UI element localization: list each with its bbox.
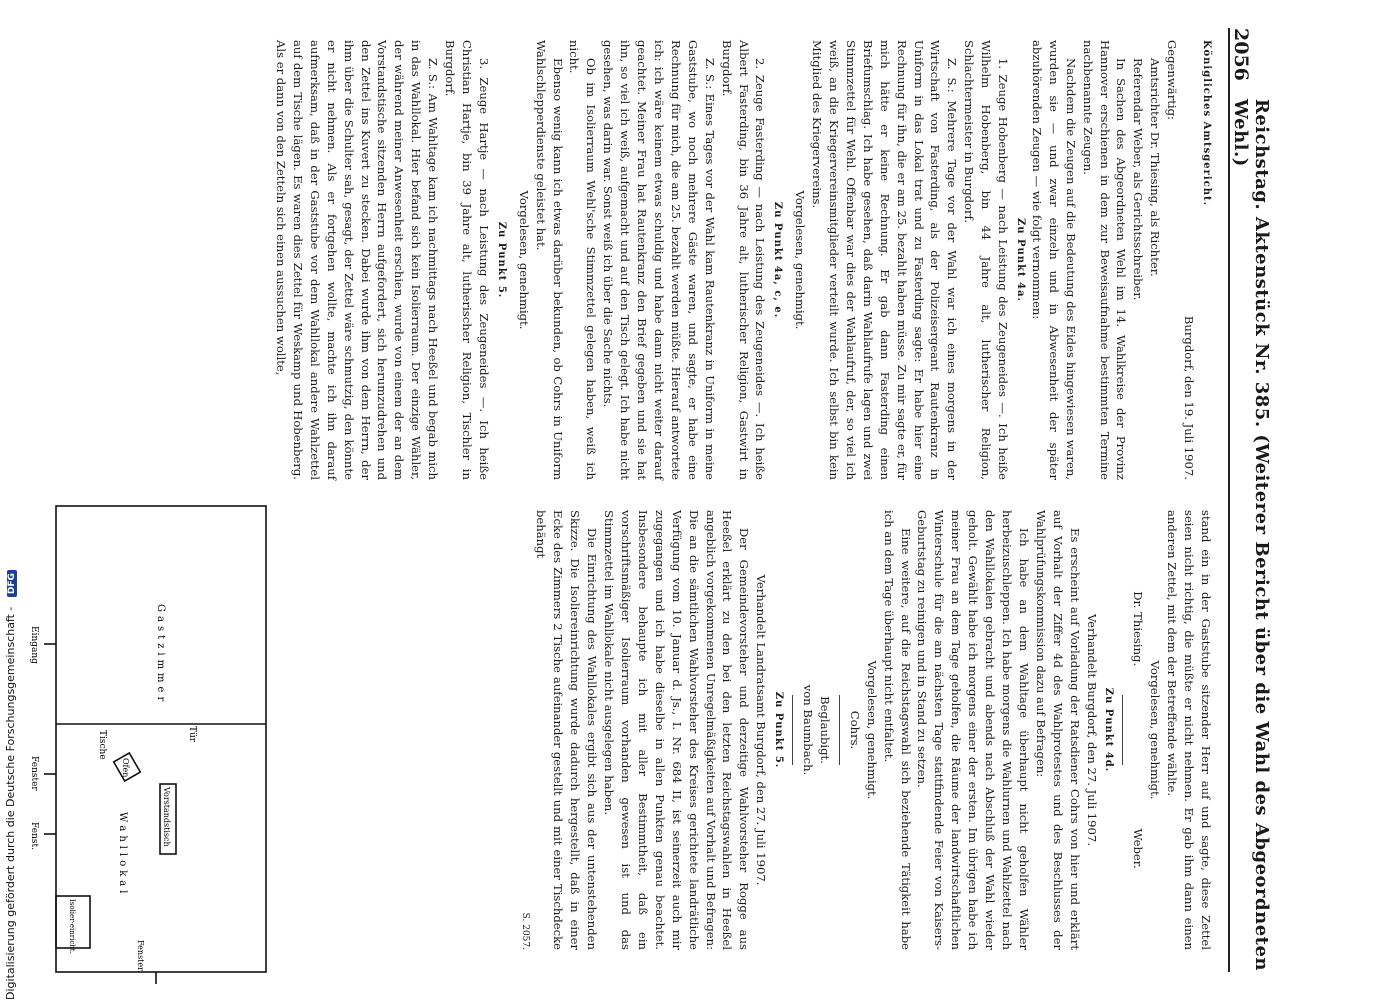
- section-heading: Zu Punkt 4a.: [1015, 217, 1027, 303]
- intro-paragraph: In Sachen des Abgeordneten Wehl im 14. Wahlkreise der Provinz Hannover erschienen in dem zur Beweisaufnahme bestimmten Termine nachbenannte Zeugen.: [1080, 40, 1129, 480]
- signature-baumbach: von Baumbach.: [801, 684, 816, 776]
- side-strip: [0, 0, 24, 1000]
- read-approved: Vorgelesen, genehmigt.: [793, 190, 808, 330]
- separator-rule: [792, 695, 793, 765]
- label-window-2: Fenst.: [29, 822, 39, 850]
- court-heading: Königliches Amtsgericht.: [1201, 40, 1212, 207]
- label-window-1: Fenster: [29, 756, 39, 791]
- signature-cohrs: Cohrs.: [847, 710, 862, 750]
- label-door: Tür: [187, 726, 197, 743]
- section-heading: Zu Punkt 5.: [495, 221, 507, 299]
- statement-paragraph: Die Einrichtung des Wahllokales ergibt sich aus der untenstehenden Skizze. Die Isoliereinrichtung wurde dadurch hergestellt, daß in einer Ecke des Zimmers 2 Tische aufeinander gestellt und mit einer Tischdecke behängt: [534, 510, 600, 950]
- continued-statement: stand ein in der Gaststube sitzender Herr auf und sagte, diese Zettel seien nicht richtig, die müßte er nicht nehmen. Er gab ihm dann einen anderen Zettel, mit dem der Betreffende wählte.: [1165, 510, 1213, 950]
- present-clerk: Referendar Weber, als Gerichtsschreiber.: [1131, 58, 1146, 301]
- witness-intro: 2. Zeuge Fasterding — nach Leistung des Zeugeneides —. Ich heiße Albert Fasterding, bin 36 Jahre alt, lutherischer Religion, Gastwirt in Burgdorf.: [719, 40, 768, 480]
- statement-paragraph: Es erscheint auf Vorladung der Ratsdiener Cohrs von hier und erklärt auf Vorhalt der Ziffer 4d des Wahlprotestes und des Beschlusses der Wahlprüfungskommission dazu auf Befragen:: [1033, 510, 1082, 950]
- label-room-1: Gastzimmer: [155, 604, 166, 706]
- page-header: [1228, 28, 1272, 972]
- witness-statement: Ob im Isolierraum Wehl'sche Stimmzettel gelegen haben, weiß ich nicht.: [567, 40, 599, 480]
- statement-paragraph: Ich habe an dem Wahltage überhaupt nicht geholfen Wähler herbeizuschleppen. Ich habe morgens die Wahlurnen und Wahlzettel nach den Wahllokalen gebracht und abends nach Abschluß der Wahl wieder geholt. Gewählt habe ich morgens einer der ersten. Im übrigen habe ich meiner Frau an dem Tage geholfen, die Räume der landwirtschaftlichen Winterschule für die am nächsten Tage stattfindende Feier von Kaisers-Geburtstag zu reinigen und in Stand zu setzen.: [915, 510, 1031, 950]
- witness-intro: 3. Zeuge Hartje — nach Leistung des Zeugeneides —. Ich heiße Christian Hartje, bin 39 Jahre alt, lutherischer Religion, Tischler in Burgdorf.: [443, 40, 491, 480]
- label-isolation: Isolier-einricht.: [68, 899, 76, 954]
- place-date: Verhandelt Landratsamt Burgdorf, den 27. Juli 1907.: [754, 574, 769, 886]
- witness-intro: 1. Zeuge Hobenberg — nach Leistung des Zeugeneides —. Ich heiße Wilhelm Hobenberg, bin 44 Jahre alt, lutherischer Religion, Schlachtermeister in Burgdorf.: [962, 40, 1011, 480]
- witness-statement: Ebenso wenig kann ich etwas darüber bekunden, ob Cohrs in Uniform Wahlschlepperdienste geleistet hat.: [533, 40, 565, 480]
- margin-note: S. 2057.: [519, 912, 530, 950]
- read-approved: Vorgelesen, genehmigt.: [1148, 660, 1163, 800]
- signature-judge: Dr. Thiesing.: [1131, 591, 1146, 667]
- right-column: [516, 510, 1214, 950]
- label-board-table: Vorstandstisch: [162, 787, 171, 847]
- section-heading: Zu Punkt 4d.: [1103, 687, 1115, 773]
- room-outline: [56, 506, 266, 972]
- separator-rule: [839, 695, 840, 765]
- floor-plan-sketch: [16, 494, 286, 984]
- label-room-2: Wahllokal: [117, 812, 128, 898]
- page-title: Reichstag. Aktenstück Nr. 385. (Weiterer Bericht über die Wahl des Abgeordneten Wehl.): [1230, 98, 1272, 972]
- page-number: 2056: [1230, 28, 1252, 81]
- certified-label: Beglaubigt.: [817, 696, 832, 764]
- label-entrance: Eingang: [29, 626, 39, 664]
- present-label: Gegenwärtig:: [1165, 40, 1180, 120]
- witness-statement: Z. S.: Mehrere Tage vor der Wahl war ich eines morgens in der Wirtschaft von Fasterding, als der Polizeisergeant Rautenkranz in Uniform in das Lokal trat und zu Fasterding sagte: Er habe hier eine Rechnung für ihn, die er am 25. bezahlt haben müsse. Zu mir sagte er, für mich hätte er keine Rechnung. Er gab dann Fasterding einen Briefumschlag. Ich habe gesehen, daß darin Wahlaufrufe lagen und zwei Stimmzettel für Wehl. Offenbar war dies der Wahlaufruf, der, so viel ich weiß, an die Kriegervereinsmitglieder verteilt wurde. Ich selbst bin kein Mitglied des Kriegervereins.: [810, 40, 960, 480]
- dfg-logo: DFG: [7, 570, 17, 597]
- read-approved: Vorgelesen, genehmigt.: [864, 660, 879, 800]
- signature-line: [1129, 510, 1146, 950]
- statement-paragraph: Der Gemeindevorsteher und derzeitige Wahlvorsteher Rogge aus Heeßel erklärt zu den bei den letzten Reichstagswahlen in Heeßel angeblich vorgekommenen Unregelmäßigkeiten auf Vorhalt und Befragen: Die an die sämtlichen Wahlvorsteher des Kreises gerichtete landrätliche Verfügung vom 10. Januar d. Js., I. Nr. 684 II, ist seinerzeit auch mir zugegangen und ich habe dieselbe in allen Punkten genau beachtet. Insbesondere behaupte ich mit aller Bestimmtheit, daß ein vorschriftsmäßiger Isolierraum vorhanden gewesen ist und das Stimmzettel im Wahllokale nicht ausgelegen haben.: [602, 510, 752, 950]
- statement-paragraph: Eine weitere, auf die Reichstagswahl sich beziehende Tätigkeit habe ich an dem Tage überhaupt nicht entfaltet.: [881, 510, 913, 950]
- separator-rule: [1122, 695, 1123, 765]
- read-approved: Vorgelesen, genehmigt.: [516, 190, 531, 330]
- present-judge: Amtsrichter Dr. Thiesing, als Richter.: [1148, 58, 1163, 277]
- section-heading: Zu Punkt 5.: [773, 691, 785, 769]
- label-window-3: Fenster: [136, 940, 145, 971]
- label-tables: Tische: [97, 730, 107, 760]
- witness-statement: Z. S.: Am Wahltage kam ich nachmittags nach Heeßel und begab mich in das Wahllokal. Hier befand sich kein Isolierraum. Der einzige Wähler, der während meiner Anwesenheit erschien, wurde von einem der an dem Vorstandstische sitzenden Herrn aufgefordert, sich herumzudrehen und den Zettel ins Kuvert zu stecken. Dabei wurde ihm von dem Herrn, der ihm über die Schulter sah, gesagt, der Zettel wäre schmutzig, den könnte er nicht nehmen. Als er fortgehen wollte, machte ich ihn darauf aufmerksam, daß in der Gaststube vor dem Wahllokal andere Wahlzettel auf dem Tische lägen. Es waren dies Zettel für Weskamp und Hobenberg. Als er dann von den Zetteln sich einen aussuchen wollte,: [274, 40, 441, 480]
- witness-statement: Z. S.: Eines Tages vor der Wahl kam Rautenkranz in Uniform in meine Gaststube, wo noch mehrere Gäste waren, und sagte, er habe eine Rechnung für mich, die am 25. bezahlt werden müßte. Hierauf antwortete ich: ich wäre keinem etwas schuldig und habe dann nicht weiter darauf geachtet. Meiner Frau hat Rautenkranz den Brief gegeben und sie hat ihn, so viel ich weiß, aufgemacht und auf den Tisch gelegt. Ich habe nicht gesehen, was darin war. Sonst weiß ich über die Sache nichts.: [601, 40, 717, 480]
- label-stove: Ofen: [121, 758, 130, 778]
- place-date: Burgdorf, den 19. Juli 1907.: [1182, 315, 1197, 480]
- left-column: [272, 40, 1214, 480]
- funding-note: [4, 0, 20, 1000]
- floor-plan-svg: [16, 494, 286, 984]
- signature-clerk: Weber.: [1131, 828, 1146, 869]
- funding-text: Digitalisierung gefördert durch die Deutsche Forschungsgemeinschaft -: [4, 606, 17, 1000]
- intro-paragraph: Nachdem die Zeugen auf die Bedeutung des Eides hingewiesen waren, wurden sie — und zwar einzeln und in Abwesenheit der später abzuhörenden Zeugen — wie folgt vernommen:: [1029, 40, 1078, 480]
- section-heading: Zu Punkt 4a, c, e.: [772, 201, 784, 319]
- place-date: Verhandelt Burgdorf, den 27. Juli 1907.: [1084, 614, 1099, 846]
